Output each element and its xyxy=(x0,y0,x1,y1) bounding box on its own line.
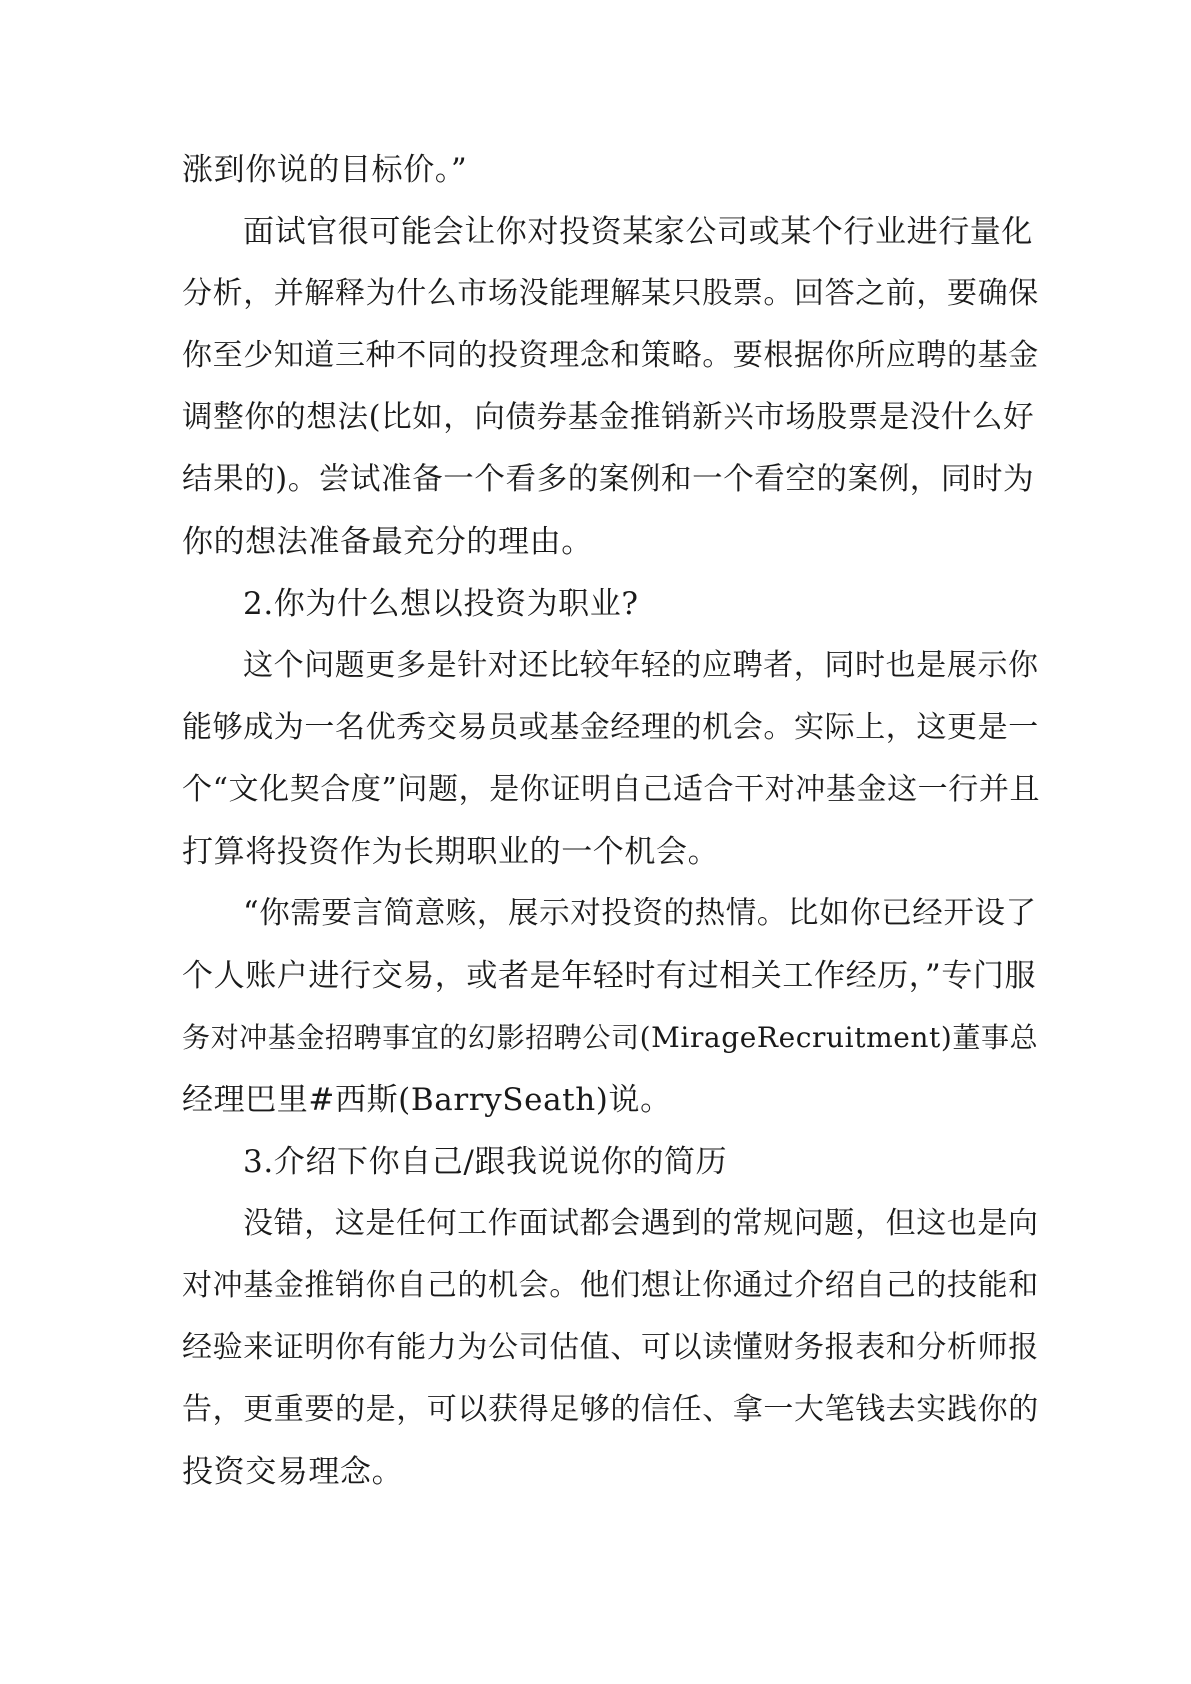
paragraph-line: 告，更重要的是，可以获得足够的信任、拿一大笔钱去实践你的 xyxy=(182,1392,1039,1427)
paragraph-line: 打算将投资作为长期职业的一个机会。 xyxy=(182,834,720,870)
paragraph-line: 面试官很可能会让你对投资某家公司或某个行业进行量化 xyxy=(243,214,1033,250)
section-heading: 2.你为什么想以投资为职业? xyxy=(243,586,639,622)
paragraph-line: 个“文化契合度”问题，是你证明自己适合干对冲基金这一行并且 xyxy=(182,772,1041,807)
paragraph-line: 涨到你说的目标价。” xyxy=(182,152,468,188)
paragraph-line: 这个问题更多是针对还比较年轻的应聘者，同时也是展示你 xyxy=(243,648,1039,683)
paragraph-line: 结果的)。尝试准备一个看多的案例和一个看空的案例，同时为 xyxy=(182,462,1035,497)
paragraph-line: 务对冲基金招聘事宜的幻影招聘公司(MirageRecruitment)董事总 xyxy=(182,1021,1039,1054)
paragraph-line: 经理巴里#西斯(BarrySeath)说。 xyxy=(182,1082,672,1118)
paragraph-line: 个人账户进行交易，或者是年轻时有过相关工作经历，”专门服 xyxy=(182,958,1037,994)
section-heading: 3.介绍下你自己/跟我说说你的简历 xyxy=(243,1144,728,1180)
paragraph-line: 投资交易理念。 xyxy=(182,1454,404,1490)
paragraph-line: 能够成为一名优秀交易员或基金经理的机会。实际上，这更是一 xyxy=(182,710,1039,745)
paragraph-line: 经验来证明你有能力为公司估值、可以读懂财务报表和分析师报 xyxy=(182,1330,1039,1365)
paragraph-line: 你至少知道三种不同的投资理念和策略。要根据你所应聘的基金 xyxy=(182,338,1039,373)
paragraph-line: 你的想法准备最充分的理由。 xyxy=(182,524,593,560)
paragraph-line: 对冲基金推销你自己的机会。他们想让你通过介绍自己的技能和 xyxy=(182,1268,1039,1303)
paragraph-line: 调整你的想法(比如，向债券基金推销新兴市场股票是没什么好 xyxy=(182,400,1035,435)
paragraph-line: 分析，并解释为什么市场没能理解某只股票。回答之前，要确保 xyxy=(182,276,1039,311)
paragraph-line: 没错，这是任何工作面试都会遇到的常规问题，但这也是向 xyxy=(243,1206,1039,1241)
paragraph-line: “你需要言简意赅，展示对投资的热情。比如你已经开设了 xyxy=(243,896,1037,931)
